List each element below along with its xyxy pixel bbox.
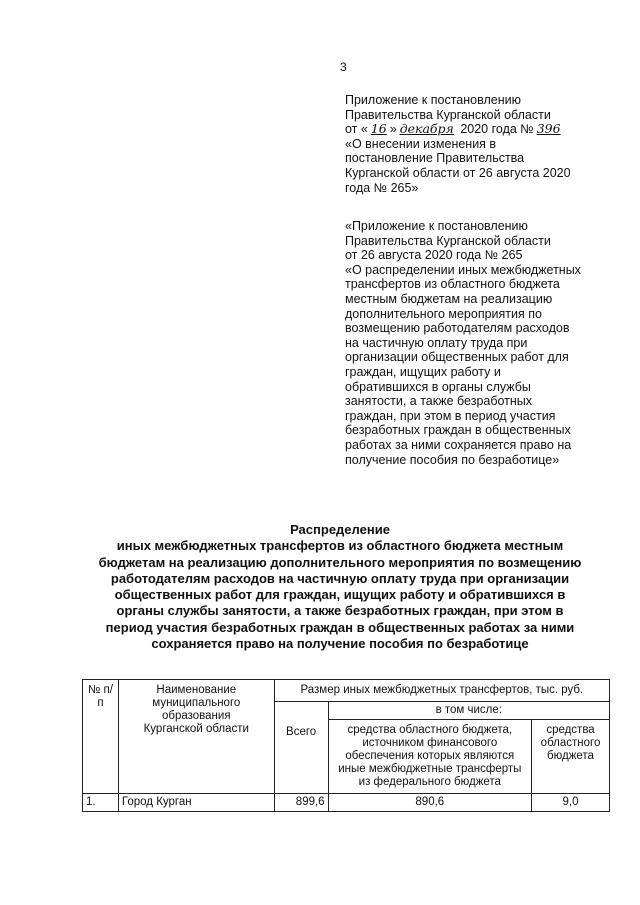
cell-federal: 890,6 xyxy=(328,794,531,812)
header-num: № п/п xyxy=(83,680,119,794)
appendix-line: граждан, ищущих работу и xyxy=(345,364,501,379)
appendix-line: «О распределении иных межбюджетных xyxy=(345,262,581,277)
header-total: Всего xyxy=(274,702,328,794)
appendix-line: постановление Правительства xyxy=(345,151,525,166)
appendix-line: получение пособия по безработице» xyxy=(345,452,560,467)
date-prefix: от « xyxy=(345,122,368,137)
appendix-current-header xyxy=(345,93,620,195)
appendix-line: работах за ними сохраняется право на xyxy=(345,437,572,452)
header-transfer-size: Размер иных межбюджетных трансфертов, тыс. руб. xyxy=(274,680,609,702)
title-line: сохраняется право на получение пособия по безработице xyxy=(151,636,529,652)
appendix-line: организации общественных работ для xyxy=(345,350,569,365)
page-number: 3 xyxy=(340,60,347,74)
appendix-line: трансфертов из областного бюджета xyxy=(345,277,560,292)
appendix-line: «О внесении изменения в xyxy=(345,136,497,151)
date-suffix: 2020 года № xyxy=(460,122,534,137)
appendix-line: «Приложение к постановлению xyxy=(345,219,528,233)
title-heading: Распределение xyxy=(290,522,390,537)
appendix-line: занятости, а также безработных xyxy=(345,394,533,409)
appendix-line: Приложение к постановлению xyxy=(345,93,521,107)
appendix-line: года № 265» xyxy=(345,180,419,195)
title-line: иных межбюджетных трансфертов из областного бюджета местным xyxy=(116,538,564,554)
appendix-line: Курганской области от 26 августа 2020 xyxy=(345,165,571,180)
table-header-row xyxy=(83,680,610,702)
appendix-date-line xyxy=(345,122,620,137)
header-including: в том числе: xyxy=(328,702,609,720)
title-line: органы службы занятости, а также безработных граждан, при этом в xyxy=(116,603,564,619)
appendix-line: Правительства Курганской области xyxy=(345,233,551,248)
handwritten-month: декабря xyxy=(399,121,454,137)
table-row xyxy=(83,794,610,812)
appendix-previous-header xyxy=(345,219,620,467)
header-federal-source: средства областного бюджета, источником финансового обеспечения которых являются иные межбюджетные трансферты из федерального бюджета xyxy=(328,720,531,794)
header-municipality: Наименование муниципального образования Курганской области xyxy=(118,680,274,794)
cell-municipality: Город Курган xyxy=(118,794,274,812)
header-regional-source: средства областного бюджета xyxy=(532,720,610,794)
appendix-line: безработных граждан в общественных xyxy=(345,423,571,438)
appendix-line: Правительства Курганской области xyxy=(345,107,551,122)
document-title xyxy=(70,522,610,652)
appendix-line: на частичную оплату труда при xyxy=(345,335,528,350)
appendix-line: обратившихся в органы службы xyxy=(345,379,531,394)
appendix-line: граждан, при этом в период участия xyxy=(345,408,556,423)
handwritten-doc-number: 396 xyxy=(536,121,561,137)
date-mid: » xyxy=(389,122,397,137)
appendix-line: местным бюджетам на реализацию xyxy=(345,291,553,306)
appendix-line: дополнительного мероприятия по xyxy=(345,306,542,321)
title-line: период участия безработных граждан в общественных работах за ними xyxy=(105,619,575,635)
appendix-line: возмещению работодателям расходов xyxy=(345,321,570,336)
appendix-line: от 26 августа 2020 года № 265 xyxy=(345,248,523,263)
cell-regional: 9,0 xyxy=(532,794,610,812)
title-line: общественных работ для граждан, ищущих работу и обратившихся в xyxy=(114,587,566,603)
title-line: работодателям расходов на частичную оплату труда при организации xyxy=(110,570,570,586)
cell-num: 1. xyxy=(83,794,119,812)
distribution-table xyxy=(82,679,610,812)
handwritten-day: 16 xyxy=(370,121,387,137)
title-line: бюджетам на реализацию дополнительного мероприятия по возмещению xyxy=(98,554,582,570)
cell-total: 899,6 xyxy=(274,794,328,812)
